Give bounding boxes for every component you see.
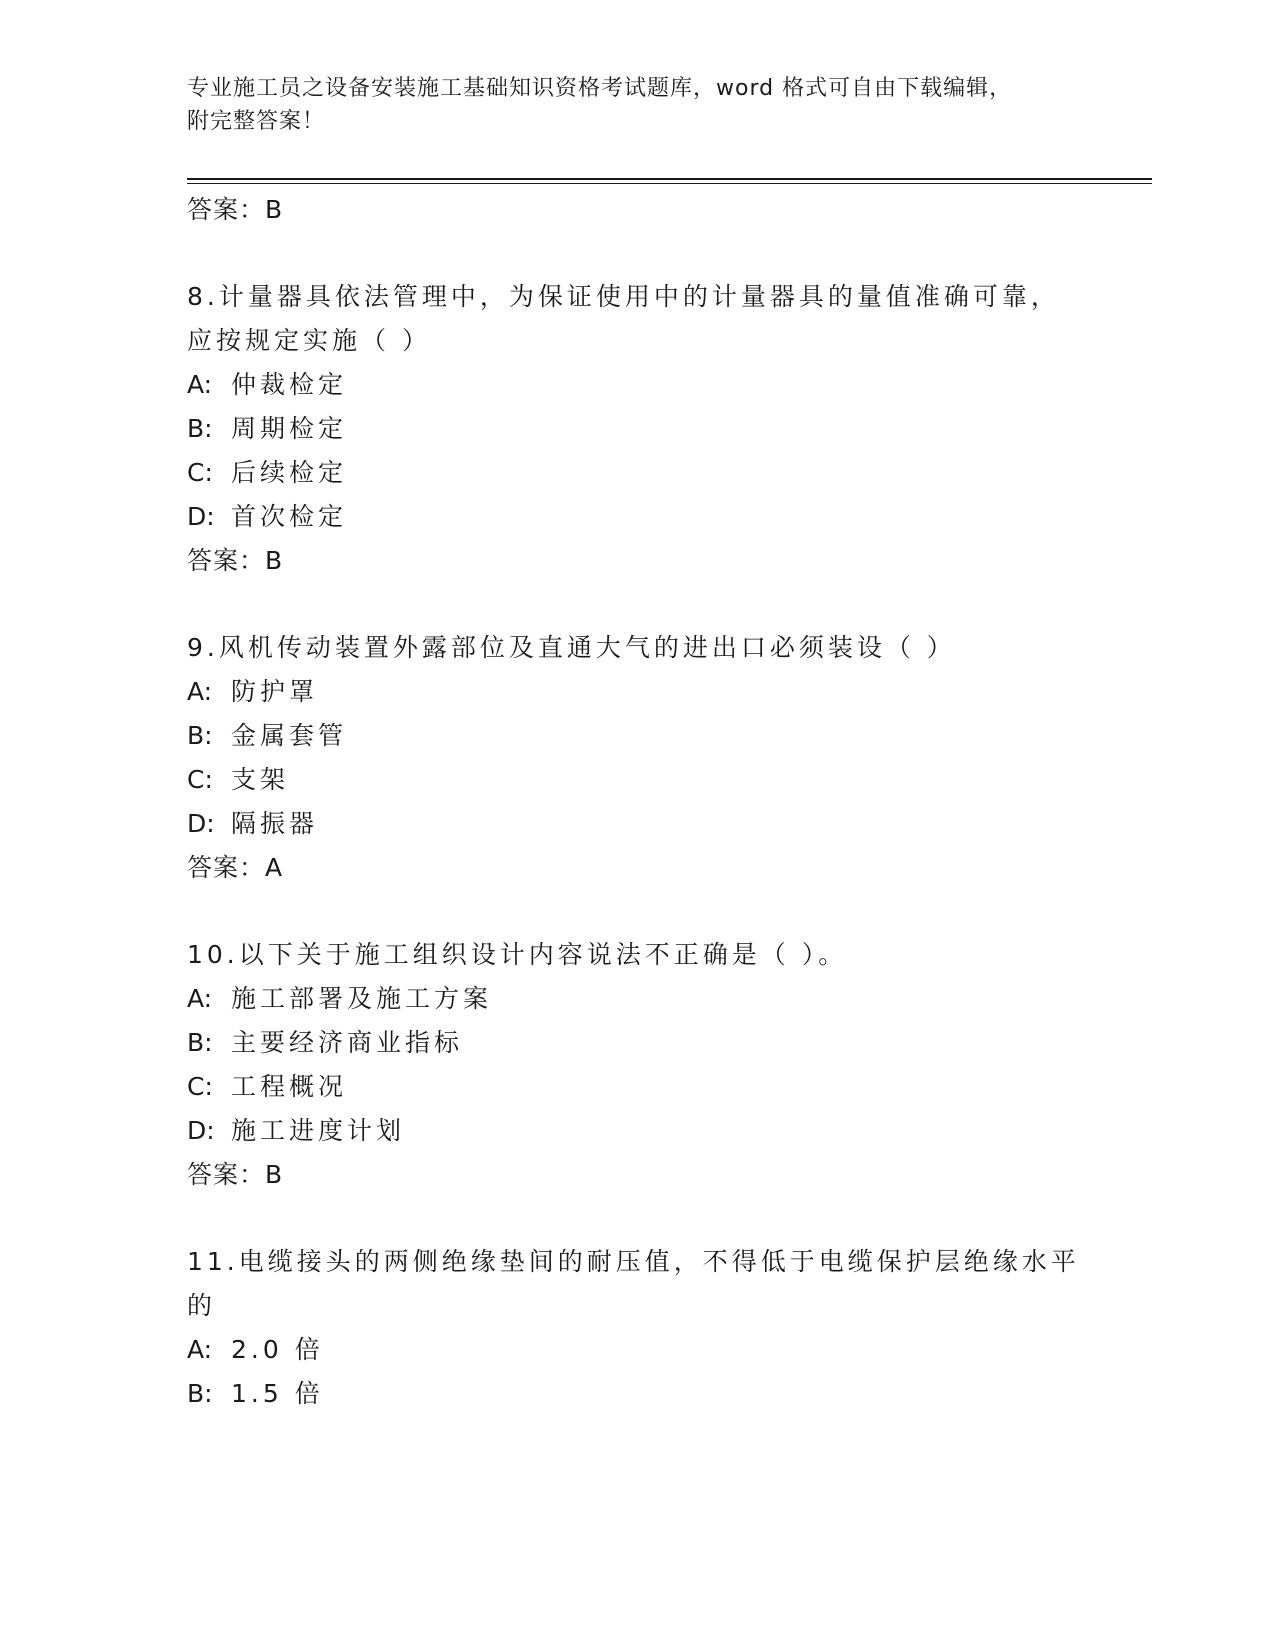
- question-8-stem-line-2: 应按规定实施（ ）: [187, 326, 431, 355]
- question-9-option-d: [187, 804, 318, 840]
- question-8-option-b: [187, 409, 347, 445]
- option-text: 仲裁检定: [231, 370, 348, 399]
- document-header: [187, 72, 1087, 138]
- question-8-stem-line-1: 8.计量器具依法管理中，为保证使用中的计量器具的量值准确可靠，: [187, 282, 1060, 311]
- option-text: 周期检定: [231, 414, 348, 443]
- option-letter: C:: [187, 458, 213, 487]
- option-text: 2.0 倍: [231, 1335, 324, 1364]
- option-letter: B:: [187, 1028, 213, 1057]
- option-letter: B:: [187, 414, 213, 443]
- option-letter: A:: [187, 984, 213, 1013]
- option-text: 隔振器: [231, 809, 319, 838]
- question-8-option-d: [187, 497, 347, 533]
- question-8-option-c: [187, 453, 347, 489]
- header-divider-thin: [187, 183, 1152, 184]
- question-10-stem-line-1: 10.以下关于施工组织设计内容说法不正确是（ ）。: [187, 940, 848, 969]
- option-text: 金属套管: [231, 721, 348, 750]
- option-letter: A:: [187, 370, 213, 399]
- question-9-answer: 答案：A: [187, 853, 284, 882]
- option-text: 1.5 倍: [231, 1379, 324, 1408]
- option-text: 支架: [231, 765, 290, 794]
- question-9-option-c: [187, 760, 289, 796]
- question-10-answer: 答案：B: [187, 1160, 284, 1189]
- question-9-option-a: [187, 672, 318, 708]
- previous-answer: 答案：B: [187, 195, 284, 224]
- option-text: 工程概况: [231, 1072, 348, 1101]
- option-text: 施工进度计划: [231, 1116, 406, 1145]
- option-text: 首次检定: [231, 502, 348, 531]
- option-letter: C:: [187, 1072, 213, 1101]
- question-11-option-b: [187, 1374, 324, 1410]
- header-divider: [187, 178, 1152, 180]
- question-8-option-a: [187, 365, 347, 401]
- header-line-1: 专业施工员之设备安装施工基础知识资格考试题库，word 格式可自由下载编辑，: [187, 76, 1013, 101]
- option-letter: A:: [187, 1335, 213, 1364]
- question-11-option-a: [187, 1330, 324, 1366]
- option-letter: D:: [187, 502, 215, 531]
- question-8-answer: 答案：B: [187, 546, 284, 575]
- question-10-option-d: [187, 1111, 405, 1147]
- question-11-stem-line-1: 11.电缆接头的两侧绝缘垫间的耐压值，不得低于电缆保护层绝缘水平: [187, 1247, 1080, 1276]
- option-letter: B:: [187, 1379, 213, 1408]
- option-text: 后续检定: [231, 458, 348, 487]
- option-text: 施工部署及施工方案: [231, 984, 493, 1013]
- option-text: 防护罩: [231, 677, 319, 706]
- option-letter: A:: [187, 677, 213, 706]
- question-9-stem-line-1: 9.风机传动装置外露部位及直通大气的进出口必须装设（ ）: [187, 633, 956, 662]
- option-letter: D:: [187, 809, 215, 838]
- question-9-option-b: [187, 716, 347, 752]
- option-letter: D:: [187, 1116, 215, 1145]
- question-10-option-b: [187, 1023, 463, 1059]
- question-10-option-c: [187, 1067, 347, 1103]
- question-11-stem-line-2: 的: [187, 1291, 217, 1320]
- option-letter: C:: [187, 765, 213, 794]
- question-10-option-a: [187, 979, 492, 1015]
- header-line-2: 附完整答案！: [187, 109, 326, 134]
- option-letter: B:: [187, 721, 213, 750]
- option-text: 主要经济商业指标: [231, 1028, 464, 1057]
